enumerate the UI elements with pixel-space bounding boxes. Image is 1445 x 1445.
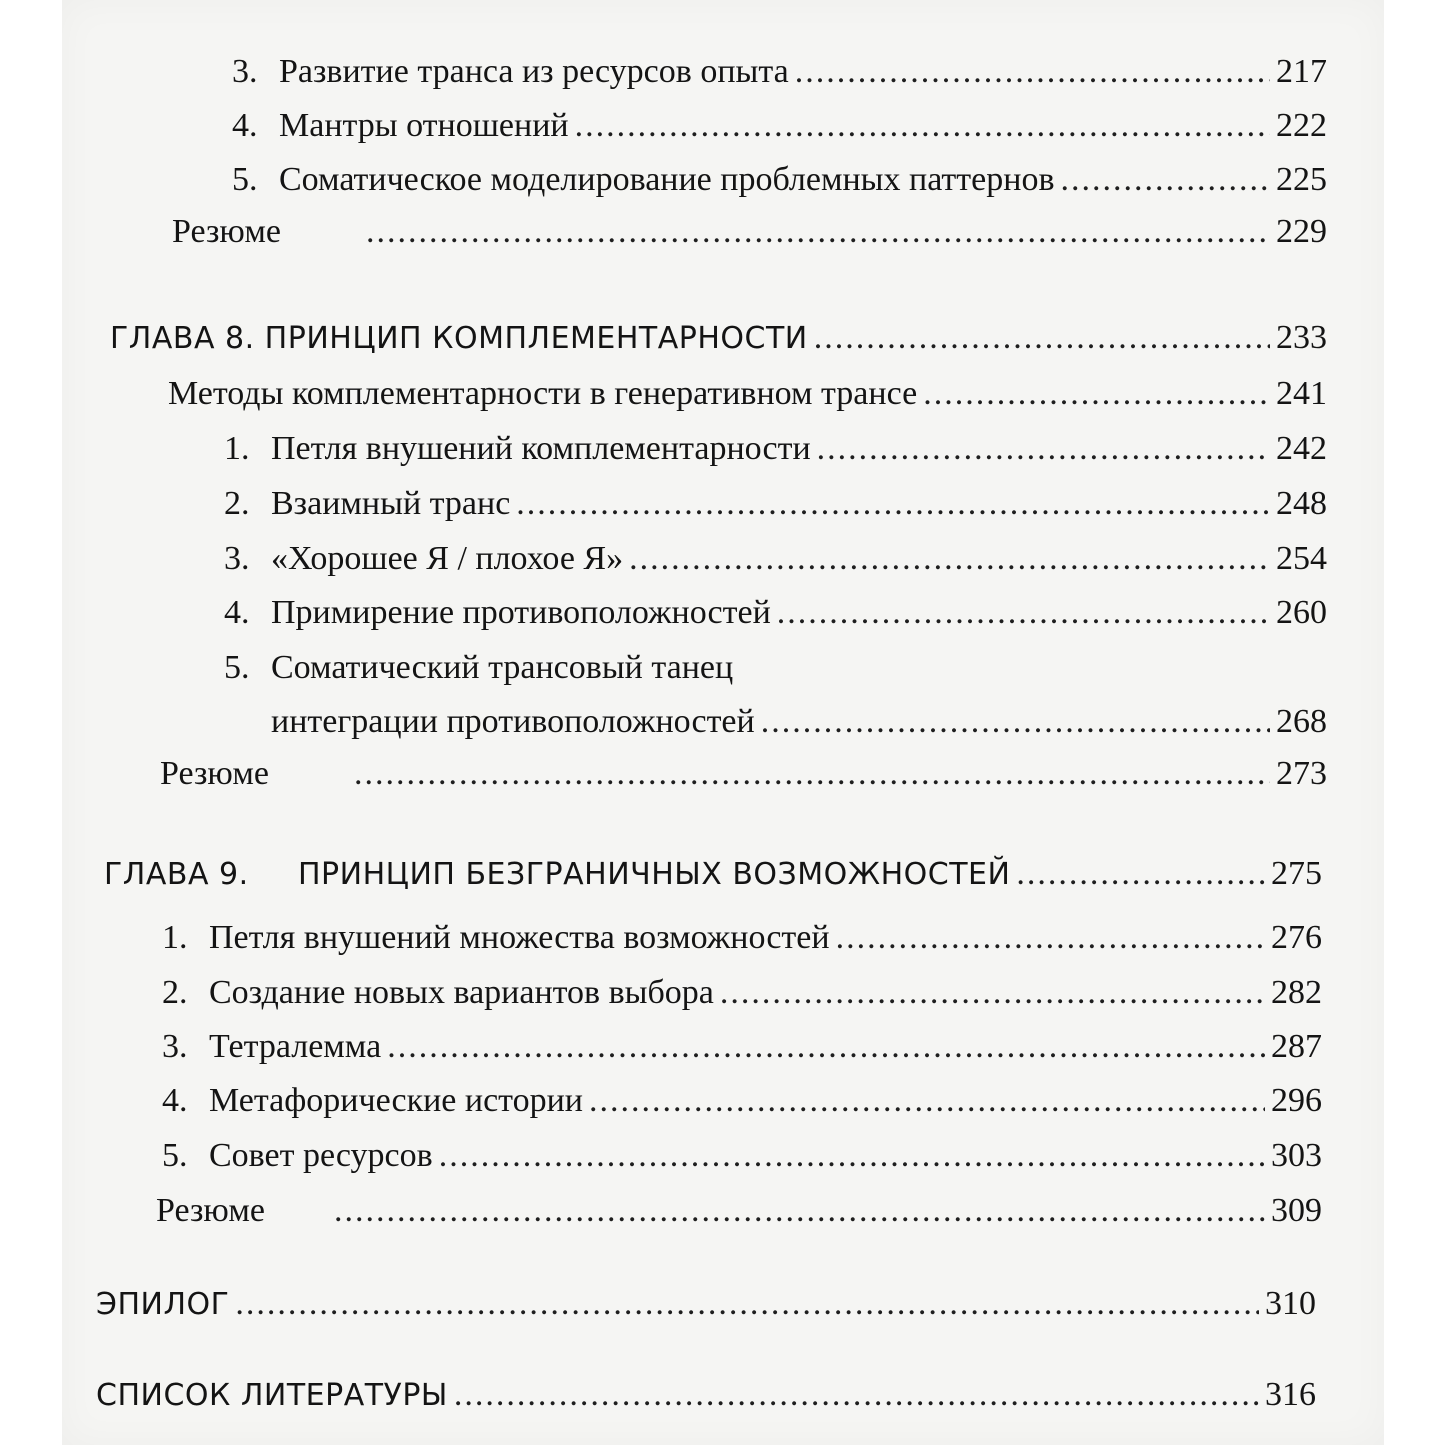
- dot-leader: [761, 700, 1270, 744]
- toc-summary-entry: [160, 752, 1327, 796]
- item-title: Примирение противоположностей: [271, 594, 771, 631]
- item-title: Развитие транса из ресурсов опыта: [279, 53, 789, 90]
- item-number: 5.: [162, 1137, 188, 1174]
- page-number: 260: [1276, 594, 1327, 631]
- item-number: 3.: [224, 540, 250, 577]
- item-number: 5.: [232, 161, 258, 198]
- page-number: 282: [1271, 974, 1322, 1011]
- summary-title: Резюме: [156, 1192, 265, 1229]
- item-title: Соматический трансовый танец: [271, 649, 734, 686]
- bibliography-title: СПИСОК ЛИТЕРАТУРЫ: [96, 1378, 448, 1413]
- item-number: 1.: [224, 430, 250, 467]
- page-number: 242: [1276, 430, 1327, 467]
- item-title-line2: интеграции противоположностей: [271, 703, 755, 740]
- item-number: 5.: [224, 649, 250, 686]
- page-number: 296: [1271, 1082, 1322, 1119]
- page-number: 273: [1276, 755, 1327, 792]
- page-number: 254: [1276, 540, 1327, 577]
- dot-leader: [354, 752, 1270, 796]
- item-title: Петля внушений комплементарности: [271, 430, 811, 467]
- page-number: 309: [1271, 1192, 1322, 1229]
- item-number: 4.: [232, 107, 258, 144]
- dot-leader: [795, 50, 1270, 94]
- item-number: 4.: [224, 594, 250, 631]
- item-title: Петля внушений множества возможностей: [209, 919, 830, 956]
- toc-entry: [224, 537, 1327, 581]
- page-number: 222: [1276, 107, 1327, 144]
- toc-section-entry: [168, 372, 1327, 416]
- bibliography-entry: [96, 1373, 1316, 1418]
- page-number: 276: [1271, 919, 1322, 956]
- toc-entry: [162, 916, 1322, 960]
- item-title: Совет ресурсов: [209, 1137, 433, 1174]
- item-number: 2.: [224, 485, 250, 522]
- summary-title: Резюме: [172, 213, 281, 250]
- toc-entry: [162, 1025, 1322, 1069]
- item-title: «Хорошее Я / плохое Я»: [271, 540, 624, 577]
- item-number: 1.: [162, 919, 188, 956]
- toc-entry: [224, 591, 1327, 635]
- page-number: 316: [1265, 1376, 1316, 1413]
- dot-leader: [923, 372, 1270, 416]
- item-title: Соматическое моделирование проблемных паттернов: [279, 161, 1055, 198]
- page-number: 225: [1276, 161, 1327, 198]
- toc-entry: [232, 104, 1327, 148]
- dot-leader: [454, 1373, 1259, 1417]
- dot-leader: [589, 1079, 1265, 1123]
- toc-entry: [232, 50, 1327, 94]
- chapter-heading: [104, 852, 1322, 897]
- dot-leader: [836, 916, 1265, 960]
- item-number: 3.: [232, 53, 258, 90]
- item-title: Метафорические истории: [209, 1082, 583, 1119]
- epilogue-entry: [96, 1282, 1316, 1327]
- page-number: 241: [1276, 375, 1327, 412]
- toc-entry-multiline: [224, 646, 733, 690]
- toc-entry: [224, 427, 1327, 471]
- toc-entry: [162, 971, 1322, 1015]
- dot-leader: [516, 482, 1270, 526]
- chapter-title: ГЛАВА 8. ПРИНЦИП КОМПЛЕМЕНТАРНОСТИ: [110, 321, 808, 356]
- summary-title: Резюме: [160, 755, 269, 792]
- dot-leader: [629, 537, 1270, 581]
- chapter-title: ПРИНЦИП БЕЗГРАНИЧНЫХ ВОЗМОЖНОСТЕЙ: [298, 857, 1011, 892]
- toc-entry: [232, 158, 1327, 202]
- toc-summary-entry: [172, 210, 1327, 254]
- item-title: Мантры отношений: [279, 107, 569, 144]
- dot-leader: [1061, 158, 1271, 202]
- item-number: 3.: [162, 1028, 188, 1065]
- page-number: 303: [1271, 1137, 1322, 1174]
- item-title: Тетралемма: [209, 1028, 382, 1065]
- page-number: 233: [1276, 319, 1327, 356]
- page-number: 275: [1271, 855, 1322, 892]
- epilogue-title: ЭПИЛОГ: [96, 1287, 230, 1322]
- page-number: 268: [1276, 703, 1327, 740]
- item-title: Создание новых вариантов выбора: [209, 974, 714, 1011]
- toc-entry: [162, 1079, 1322, 1123]
- page-number: 287: [1271, 1028, 1322, 1065]
- page-number: 248: [1276, 485, 1327, 522]
- dot-leader: [575, 104, 1270, 148]
- toc-entry-continuation: [271, 700, 1327, 744]
- toc-summary-entry: [156, 1189, 1322, 1233]
- chapter-number: ГЛАВА 9.: [104, 857, 249, 892]
- dot-leader: [814, 316, 1270, 360]
- page-number: 229: [1276, 213, 1327, 250]
- dot-leader: [387, 1025, 1265, 1069]
- dot-leader: [817, 427, 1270, 471]
- toc-entry: [162, 1134, 1322, 1178]
- page-number: 217: [1276, 53, 1327, 90]
- page-number: 310: [1265, 1285, 1316, 1322]
- dot-leader: [777, 591, 1270, 635]
- dot-leader: [720, 971, 1265, 1015]
- item-number: 2.: [162, 974, 188, 1011]
- dot-leader: [235, 1282, 1259, 1326]
- chapter-heading: [110, 316, 1327, 361]
- dot-leader: [366, 210, 1270, 254]
- section-title: Методы комплементарности в генеративном трансе: [168, 375, 918, 412]
- dot-leader: [439, 1134, 1265, 1178]
- dot-leader: [1016, 852, 1265, 896]
- item-title: Взаимный транс: [271, 485, 511, 522]
- dot-leader: [334, 1189, 1265, 1233]
- item-number: 4.: [162, 1082, 188, 1119]
- toc-entry: [224, 482, 1327, 526]
